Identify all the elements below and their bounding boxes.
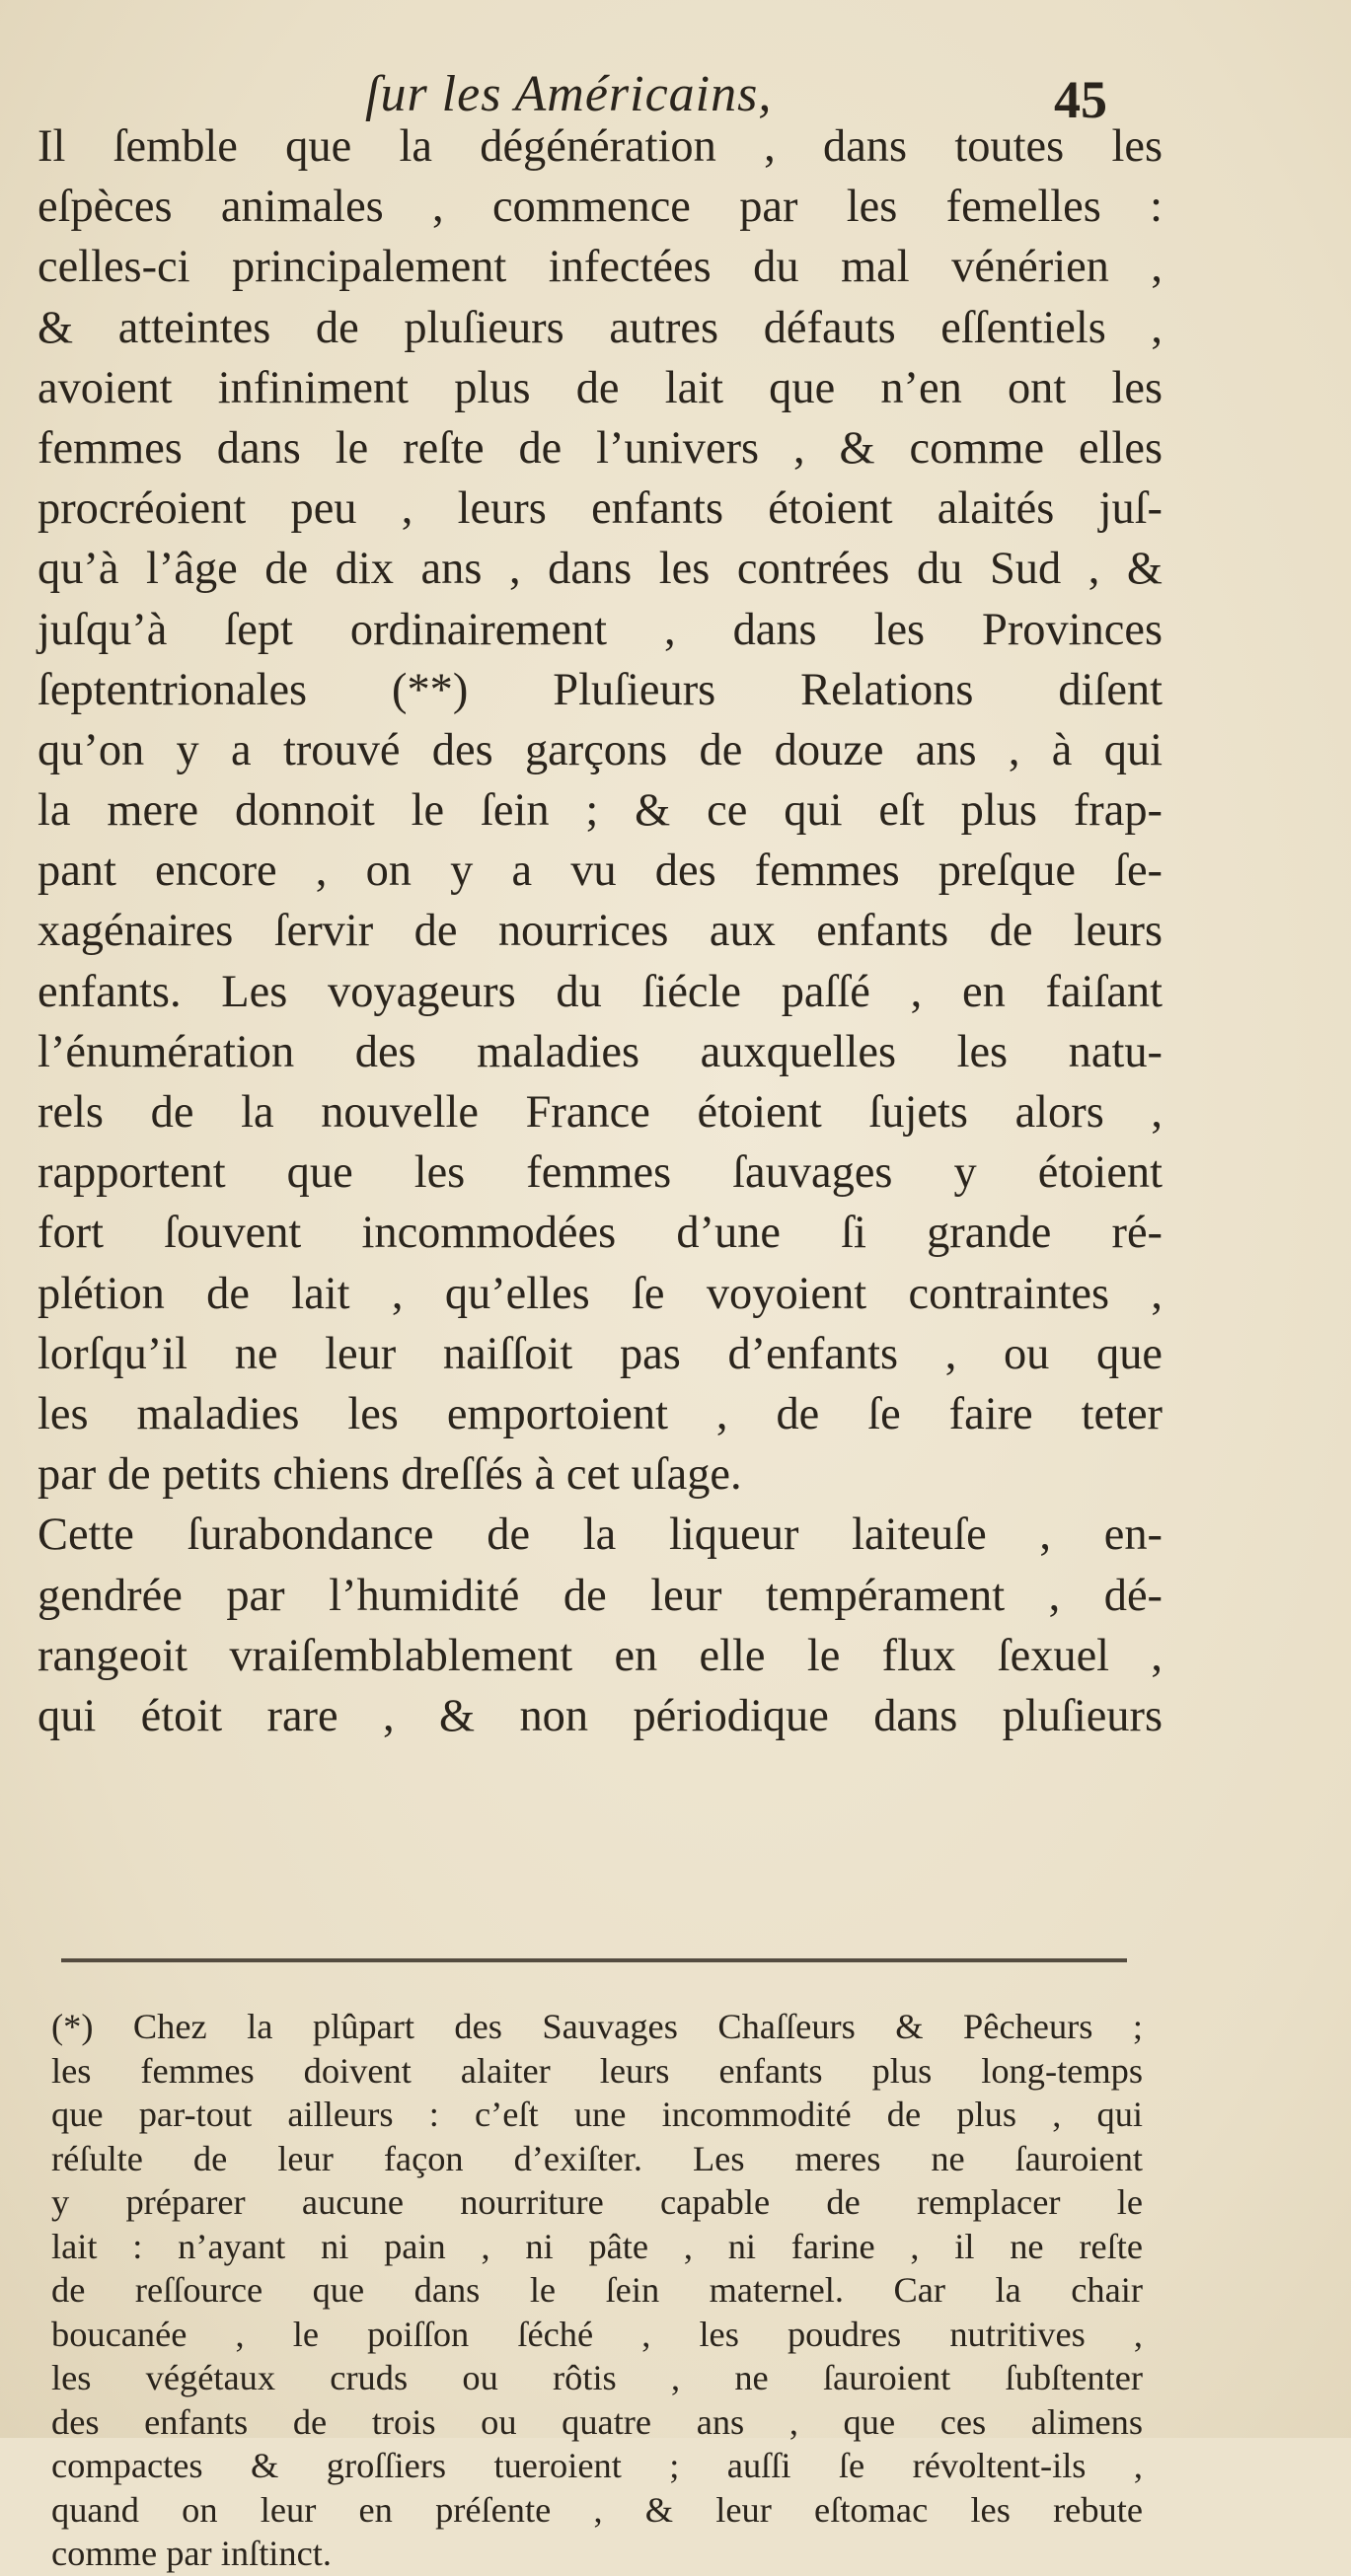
- text-line: les maladies les emportoient , de ſe faire teter: [38, 1388, 1163, 1439]
- running-title: ſur les Américains,: [365, 66, 773, 122]
- text-line: qu’on y a trouvé des garçons de douze ans , à qui: [38, 724, 1163, 775]
- text-line: eſpèces animales , commence par les femelles :: [38, 182, 1163, 233]
- footnote-line: réſulte de leur façon d’exiſter. Les meres ne ſauroient: [51, 2138, 1143, 2178]
- text-line: plétion de lait , qu’elles ſe voyoient contraintes ,: [38, 1268, 1163, 1319]
- footnote-line: les végétaux cruds ou rôtis , ne ſauroient ſubſtenter: [51, 2358, 1143, 2397]
- text-line: enfants. Les voyageurs du ſiécle paſſé , en faiſant: [38, 966, 1163, 1017]
- text-line: qu’à l’âge de dix ans , dans les contrées du Sud , &: [38, 544, 1163, 595]
- footnote-rule: [61, 1958, 1127, 1962]
- footnote-line: lait : n’ayant ni pain , ni pâte , ni farine , il ne reſte: [51, 2226, 1143, 2266]
- text-line: Il ſemble que la dégénération , dans toutes les: [38, 121, 1163, 172]
- main-text: [38, 116, 1163, 1746]
- footnote: [51, 2005, 1143, 2576]
- text-line: & atteintes de pluſieurs autres défauts eſſentiels ,: [38, 302, 1163, 353]
- footnote-line: les femmes doivent alaiter leurs enfants plus long-temps: [51, 2050, 1143, 2091]
- footnote-line: de reſſource que dans le ſein maternel. Car la chair: [51, 2270, 1143, 2310]
- footnote-line: y préparer aucune nourriture capable de remplacer le: [51, 2182, 1143, 2222]
- text-line: lorſqu’il ne leur naiſſoit pas d’enfants , ou que: [38, 1328, 1163, 1379]
- footnote-line: comme par inſtinct.: [51, 2534, 332, 2573]
- text-line: ſeptentrionales (**) Pluſieurs Relations diſent: [38, 664, 1163, 715]
- footnote-line: compactes & groſſiers tueroient ; auſſi ſe révoltent-ils ,: [51, 2446, 1143, 2485]
- text-line: procréoient peu , leurs enfants étoient alaités juſ-: [38, 483, 1163, 535]
- text-line: femmes dans le reſte de l’univers , & comme elles: [38, 422, 1163, 474]
- text-line: l’énumération des maladies auxquelles les natu-: [38, 1026, 1163, 1077]
- text-line: xagénaires ſervir de nourrices aux enfants de leurs: [38, 906, 1163, 957]
- text-line: celles-ci principalement infectées du mal vénérien ,: [38, 242, 1163, 293]
- text-line: Cette ſurabondance de la liqueur laiteuſe , en-: [38, 1509, 1163, 1561]
- text-line: rangeoit vraiſemblablement en elle le flux ſexuel ,: [38, 1630, 1163, 1681]
- footnote-line: des enfants de trois ou quatre ans , que ces alimens: [51, 2401, 1143, 2442]
- footnote-line: que par-tout ailleurs : c’eſt une incommodité de plus , qui: [51, 2095, 1143, 2134]
- text-line: la mere donnoit le ſein ; & ce qui eſt plus frap-: [38, 785, 1163, 837]
- text-line: rels de la nouvelle France étoient ſujets alors ,: [38, 1087, 1163, 1138]
- footnote-line: quand on leur en préſente , & leur eſtomac les rebute: [51, 2489, 1143, 2530]
- page-number: 45: [1054, 70, 1107, 129]
- text-line: fort ſouvent incommodées d’une ſi grande ré-: [38, 1208, 1163, 1259]
- text-line: par de petits chiens dreſſés à cet uſage.: [38, 1449, 742, 1501]
- text-line: gendrée par l’humidité de leur tempérament , dé-: [38, 1570, 1163, 1621]
- text-line: avoient infiniment plus de lait que n’en ont les: [38, 362, 1163, 413]
- text-line: rapportent que les femmes ſauvages y étoient: [38, 1147, 1163, 1199]
- text-line: pant encore , on y a vu des femmes preſque ſe-: [38, 846, 1163, 897]
- footnote-line: boucanée , le poiſſon ſéché , les poudres nutritives ,: [51, 2314, 1143, 2354]
- text-line: juſqu’à ſept ordinairement , dans les Provinces: [38, 604, 1163, 655]
- text-line: qui étoit rare , & non périodique dans pluſieurs: [38, 1690, 1163, 1741]
- footnote-line: (*) Chez la plûpart des Sauvages Chaſſeurs & Pêcheurs ;: [51, 2007, 1143, 2046]
